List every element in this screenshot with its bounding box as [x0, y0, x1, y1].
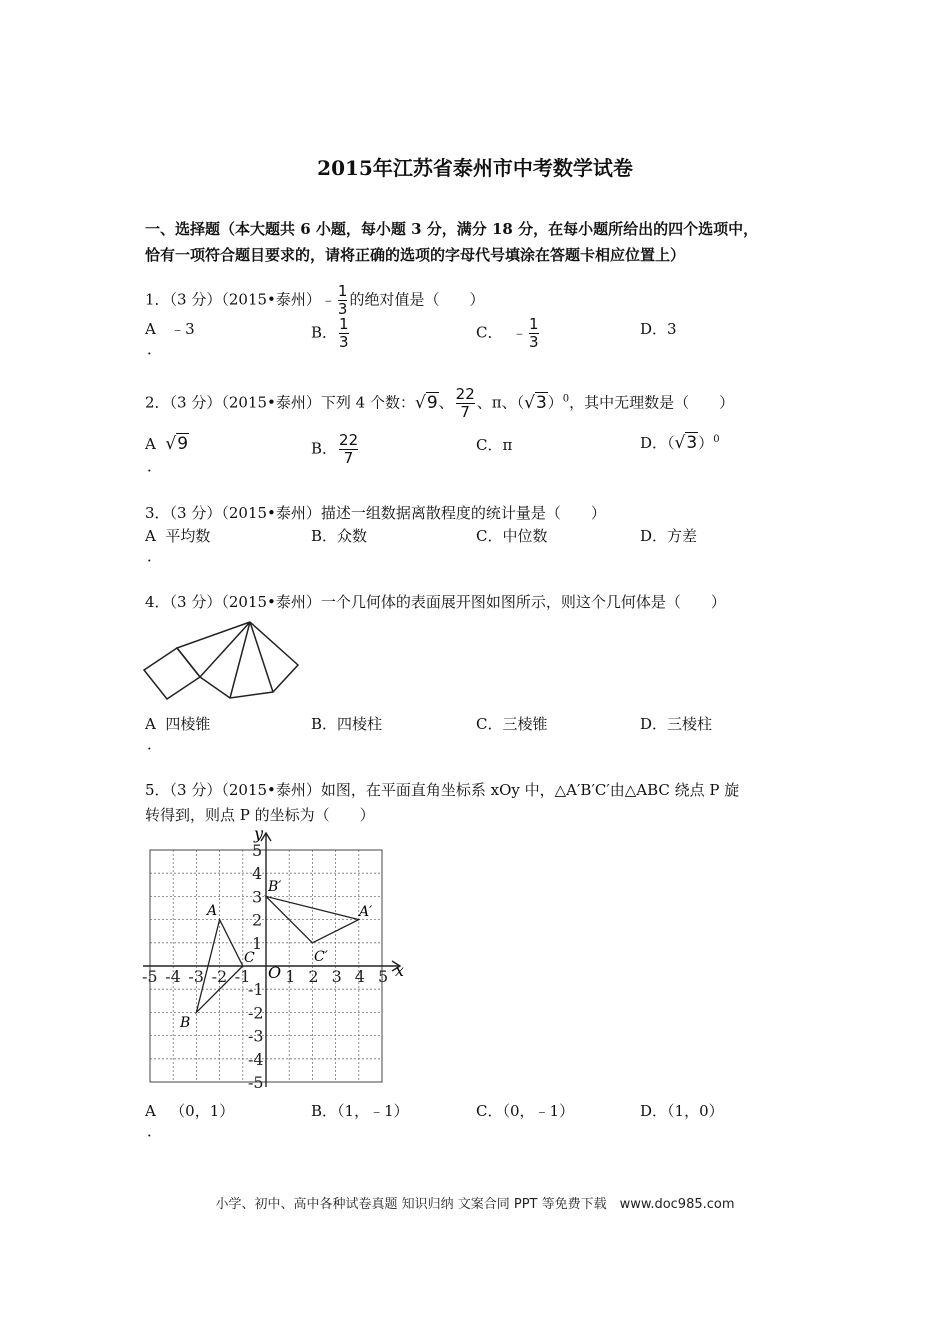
page-title: 2015年江苏省泰州市中考数学试卷 [317, 156, 633, 180]
x-tick-label: 4 [354, 967, 365, 986]
q1-option-a-dot: ． [147, 340, 163, 358]
q2-sqrt-3: √3 [524, 392, 547, 413]
point-label-b: B [180, 1015, 191, 1031]
point-label-c-prime: C′ [314, 949, 328, 965]
q4-option-a-dot: ． [147, 735, 163, 753]
q1-stem-prefix: 1．（3 分）（2015•泰州） [145, 290, 321, 309]
coordinate-graph [140, 825, 410, 1095]
q2-option-c: C．π [476, 436, 513, 454]
section-header-line2: 恰有一项符合题目要求的，请将正确的选项的字母代号填涂在答题卡相应位置上） [145, 246, 686, 264]
q1-option-c: C． ﹣ $\frac{1}{3}$ [476, 315, 539, 351]
axis-label-y: y [254, 825, 264, 843]
q2-fraction: $\frac{22}{7}$ [455, 385, 475, 421]
point-label-a-prime: A′ [359, 904, 373, 920]
y-tick-label: -4 [248, 1049, 264, 1069]
x-tick-label: 5 [378, 967, 389, 986]
q5-option-b: B．（1，﹣1） [311, 1102, 409, 1120]
y-tick-label: -1 [248, 980, 264, 1000]
y-tick-label: 5 [252, 841, 263, 860]
q5-option-d: D．（1，0） [640, 1102, 724, 1120]
question-5-stem-line1: 5．（3 分）（2015•泰州）如图，在平面直角坐标系 xOy 中，△A′B′C′由△ABC 绕点 P 旋 [145, 781, 740, 799]
section-header-line1: 一、选择题（本大题共 6 小题，每小题 3 分，满分 18 分，在每小题所给出的四个选项中， [145, 220, 759, 238]
x-tick-label: -2 [211, 967, 228, 986]
axis-label-x: x [395, 961, 405, 980]
question-3-stem: 3．（3 分）（2015•泰州）描述一组数据离散程度的统计量是（ ） [145, 504, 606, 522]
question-4-stem: 4．（3 分）（2015•泰州）一个几何体的表面展开图如图所示，则这个几何体是（ ） [145, 593, 726, 611]
q5-option-a-dot: ． [147, 1122, 163, 1140]
y-tick-label: 2 [252, 910, 263, 930]
x-tick-label: -5 [142, 967, 158, 986]
q1-option-a: A ﹣3 [145, 320, 195, 338]
q4-option-d: D．三棱柱 [640, 715, 713, 733]
question-1-stem [145, 283, 484, 318]
q3-option-a-dot: ． [147, 547, 163, 565]
y-tick-label: -3 [248, 1026, 264, 1046]
y-tick-label: 4 [252, 864, 263, 884]
point-label-b-prime: B′ [268, 879, 282, 895]
q3-option-a: A 平均数 [145, 527, 211, 545]
q2-option-a-dot: ． [147, 457, 163, 475]
x-tick-label: 2 [308, 967, 319, 986]
y-tick-label: -2 [248, 1003, 264, 1023]
q4-option-c: C．三棱锥 [476, 715, 548, 733]
x-tick-label: -4 [165, 967, 181, 986]
net-triangle-top [177, 622, 250, 677]
q1-fraction: $\frac{1}{3}$ [337, 282, 348, 318]
x-tick-label: 3 [331, 967, 342, 986]
q3-option-b: B．众数 [311, 527, 368, 545]
q4-option-a: A 四棱锥 [145, 715, 211, 733]
q2-option-b: B． $\frac{22}{7}$ [311, 431, 359, 467]
y-tick-label: 1 [252, 933, 263, 953]
origin-label: O [268, 963, 282, 982]
q2-option-a: A √9 [145, 434, 189, 454]
point-label-a: A [207, 903, 218, 919]
q1-option-b: B． $\frac{1}{3}$ [311, 315, 349, 351]
y-tick-label: 3 [252, 887, 263, 907]
q1-stem-suffix: 的绝对值是（ ） [349, 290, 485, 309]
q5-option-c: C．（0，﹣1） [476, 1102, 575, 1120]
question-2-stem: 2．（3 分）（2015•泰州）下列 4 个数：√9、 $\frac{22}{7}$ 、π、$(√3)^0$，其中无理数是（ ） [145, 385, 735, 421]
q1-neg-sign: ﹣ [320, 290, 336, 309]
q3-option-c: C．中位数 [476, 527, 548, 545]
q2-option-d: D．$(√3)^0$ [640, 433, 720, 453]
net-square-left [144, 648, 200, 699]
q1-option-d: D．3 [640, 320, 677, 338]
q2-sqrt-9: √9 [414, 392, 438, 413]
q4-option-b: B．四棱柱 [311, 715, 383, 733]
y-tick-label: -5 [248, 1073, 264, 1092]
net-diagram [140, 615, 310, 705]
x-tick-label: -1 [234, 967, 251, 986]
footer-text: 小学、初中、高中各种试卷真题 知识归纳 文案合同 PPT 等免费下载 www.doc985.com [215, 1197, 735, 1212]
q3-option-d: D．方差 [640, 527, 698, 545]
x-tick-label: -3 [188, 967, 204, 986]
x-tick-label: 1 [285, 967, 296, 986]
point-label-c: C [244, 950, 255, 966]
q5-option-a: A （0，1） [145, 1102, 235, 1120]
question-5-stem-line2: 转得到，则点 P 的坐标为（ ） [145, 806, 375, 824]
